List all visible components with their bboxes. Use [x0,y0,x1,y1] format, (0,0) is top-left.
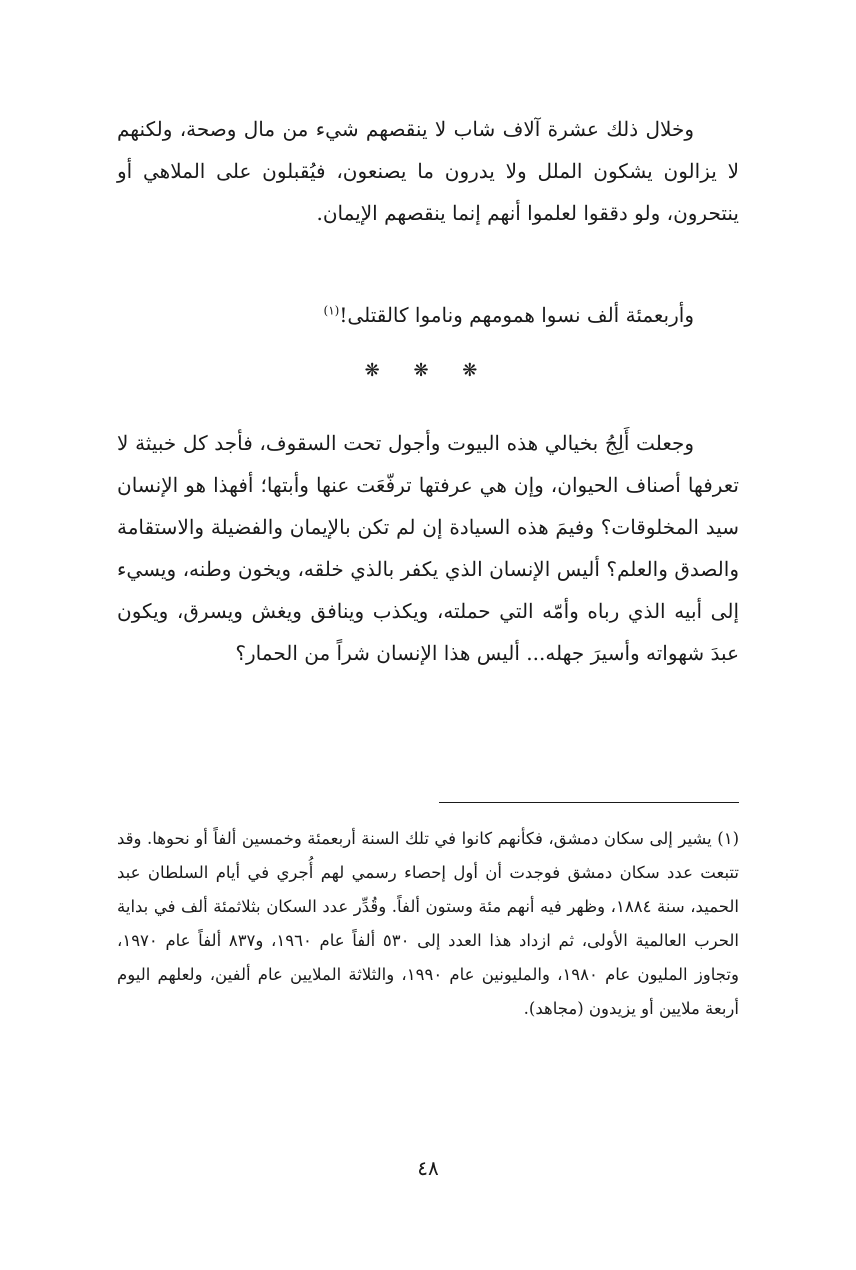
paragraph-four-hundred-thousand [117,294,739,336]
page-number: ٤٨ [417,1156,439,1180]
footnote-1: (١) يشير إلى سكان دمشق، فكأنهم كانوا في تلك السنة أربعمئة وخمسين ألفاً أو نحوها. وقد تتبعت عدد سكان دمشق فوجدت أن أول إحصاء رسمي لهم أُجري في أيام السلطان عبد الحميد، سنة ١٨٨٤، وظهر فيه أنهم مئة وستون ألفاً. وقُدِّر عدد السكان بثلاثمئة ألف في بداية الحرب العالمية الأولى، ثم ازداد هذا العدد إلى ٥٣٠ ألفاً عام ١٩٦٠، و٨٣٧ ألفاً عام ١٩٧٠، وتجاوز المليون عام ١٩٨٠، والمليونين عام ١٩٩٠، والثلاثة الملايين عام ألفين، ولعلهم اليوم أربعة ملايين أو يزيدون (مجاهد). [117,829,739,1018]
section-separator-asterisks: ❋ ❋ ❋ [364,360,492,381]
footnote-divider [439,802,739,803]
paragraph-four-hundred-thousand-text: وأربعمئة ألف نسوا همومهم وناموا كالقتلى! [339,303,694,327]
footnote-reference-1[interactable]: (١) [323,303,340,318]
paragraph-entering-houses: وجعلت أَلِجُ بخيالي هذه البيوت وأجول تحت السقوف، فأجد كل خبيثة لا تعرفها أصناف الحيوان، وإن هي عرفتها ترفّعَت عنها وأبتها؛ أفهذا هو الإنسان سيد المخلوقات؟ وفيمَ هذه السيادة إن لم تكن بالإيمان والفضيلة والاستقامة والصدق والعلم؟ أليس الإنسان الذي يكفر بالذي خلقه، ويخون وطنه، ويسيء إلى أبيه الذي رباه وأمّه التي حملته، ويكذب وينافق ويغش ويسرق، ويكون عبدَ شهواته وأسيرَ جهله... أليس هذا الإنسان شراً من الحمار؟ [117,431,739,665]
paragraph-ten-thousand-youths: وخلال ذلك عشرة آلاف شاب لا ينقصهم شيء من مال وصحة، ولكنهم لا يزالون يشكون الملل ولا يدرون ما يصنعون، فيُقبلون على الملاهي أو ينتحرون، ولو دققوا لعلموا أنهم إنما ينقصهم الإيمان. [117,117,739,225]
book-page [117,108,739,1228]
